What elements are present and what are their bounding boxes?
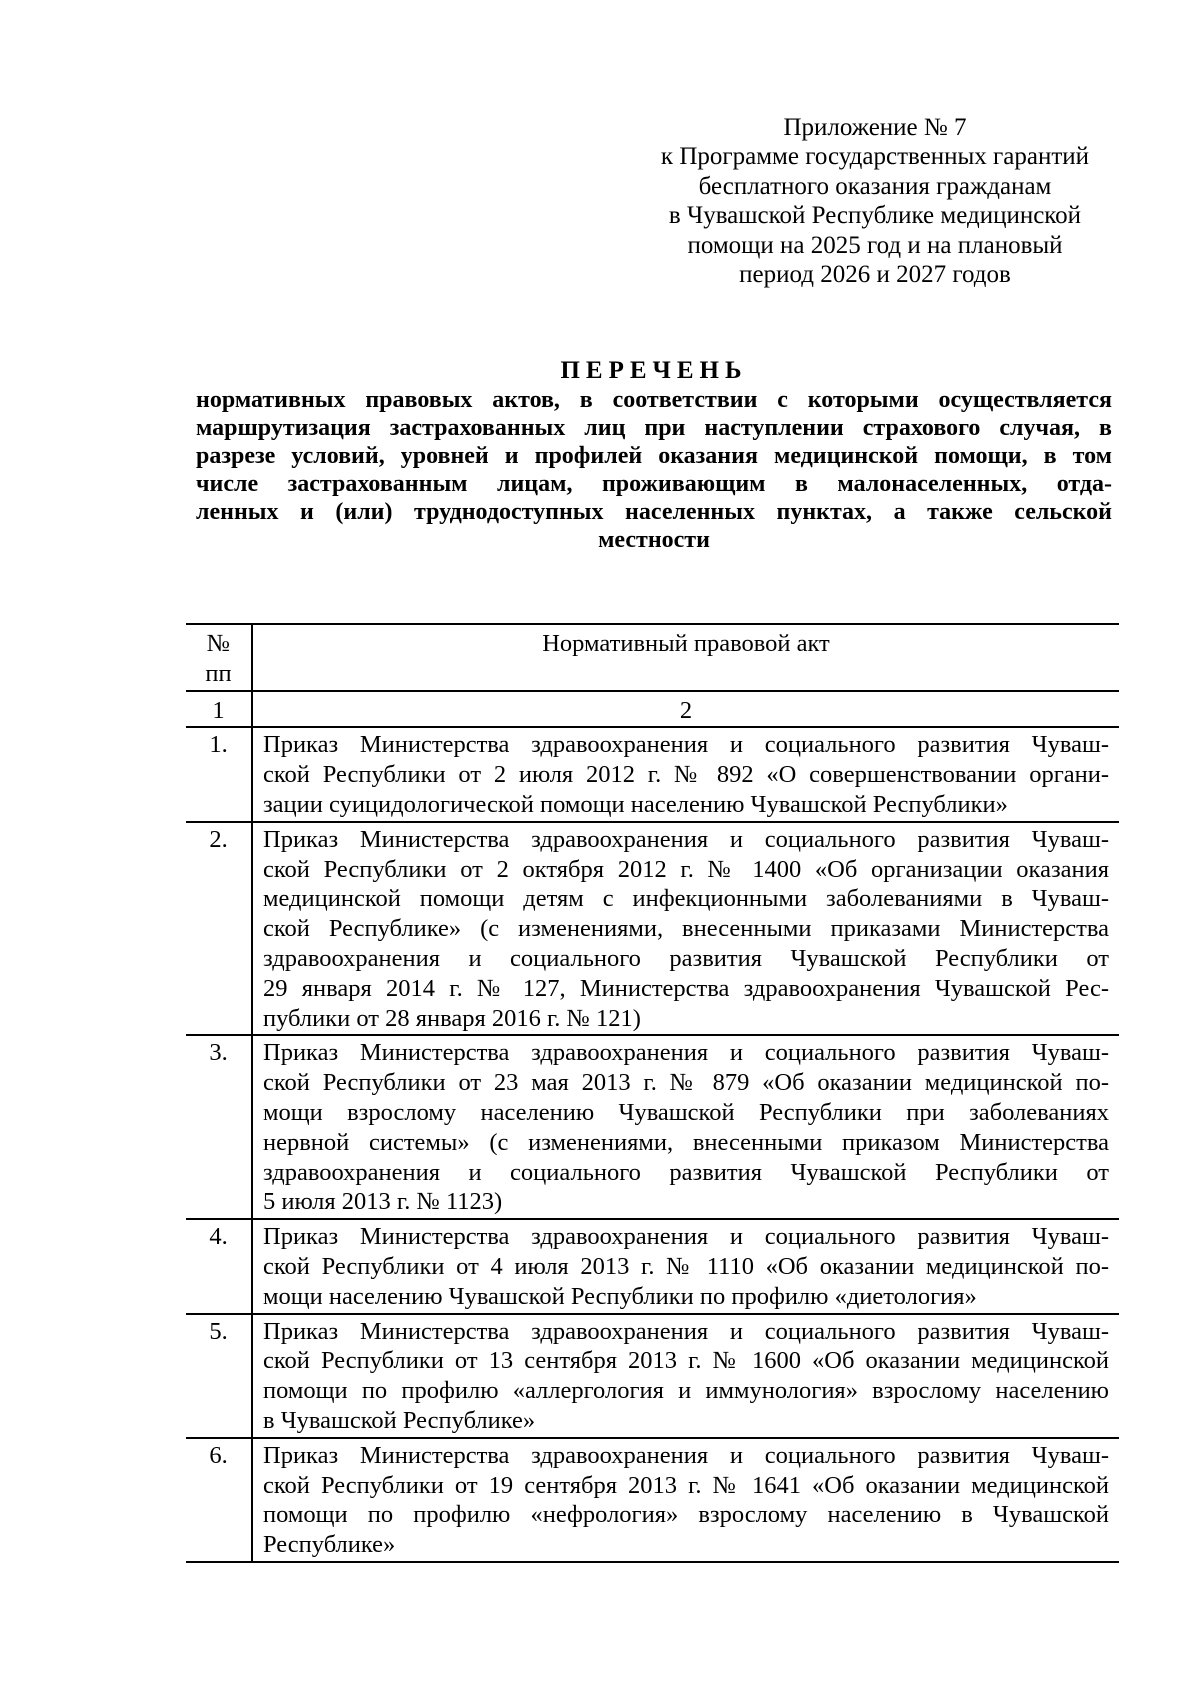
appendix-block — [640, 113, 1110, 289]
act-text-line: мощи населению Чувашской Республики по профилю «диетология» — [263, 1282, 977, 1310]
act-text-line: Приказ Министерства здравоохранения и социального развития Чуваш- — [263, 1441, 1109, 1469]
appendix-line: к Программе государственных гарантий — [660, 143, 1090, 171]
act-text-line: Приказ Министерства здравоохранения и социального развития Чуваш- — [263, 1223, 1109, 1251]
document-subtitle — [196, 386, 1112, 554]
act-text-line: ской Республики от 23 мая 2013 г. № 879 «Об оказании медицинской по- — [263, 1069, 1109, 1097]
act-text-line: Республике» — [263, 1531, 396, 1559]
row-number: 4. — [186, 1219, 252, 1313]
act-text-line: нервной системы» (с изменениями, внесенными приказом Министерства — [263, 1128, 1109, 1156]
row-number: 5. — [186, 1314, 252, 1438]
table-row — [186, 822, 1119, 1036]
subtitle-line: разрезе условий, уровней и профилей оказания медицинской помощи, в том — [196, 443, 1112, 469]
subtitle-line: местности — [598, 527, 710, 553]
row-act-text — [252, 1219, 1119, 1313]
document-title: ПЕРЕЧЕНЬ — [560, 357, 748, 384]
row-act-text — [252, 822, 1119, 1036]
colnum-2: 2 — [252, 691, 1119, 728]
act-text-line: в Чувашской Республике» — [263, 1406, 536, 1434]
act-text-line: 5 июля 2013 г. № 1123) — [263, 1188, 503, 1216]
act-text-line: Приказ Министерства здравоохранения и социального развития Чуваш- — [263, 1317, 1109, 1345]
act-text-line: ской Республики от 2 октября 2012 г. № 1400 «Об организации оказания — [263, 855, 1109, 883]
subtitle-line: числе застрахованным лицам, проживающим в малонаселенных, отда- — [196, 471, 1112, 497]
act-text-line: мощи взрослому населению Чувашской Республики при заболеваниях — [263, 1098, 1109, 1126]
row-number: 3. — [186, 1035, 252, 1219]
table-row — [186, 1314, 1119, 1438]
acts-table-body — [186, 727, 1119, 1562]
act-text-line: помощи по профилю «аллергология и иммунология» взрослому населению — [263, 1377, 1109, 1405]
act-text-line: ской Республике» (с изменениями, внесенными приказами Министерства — [263, 915, 1109, 943]
act-text-line: ской Республики от 13 сентября 2013 г. № 1600 «Об оказании медицинской — [263, 1347, 1109, 1375]
row-number: 6. — [186, 1438, 252, 1562]
subtitle-line: маршрутизация застрахованных лиц при наступлении страхового случая, в — [196, 415, 1112, 441]
appendix-line: Приложение № 7 — [783, 114, 967, 141]
row-number: 1. — [186, 727, 252, 821]
act-text-line: ской Республики от 19 сентября 2013 г. № 1641 «Об оказании медицинской — [263, 1471, 1109, 1499]
act-text-line: 29 января 2014 г. № 127, Министерства здравоохранения Чувашской Рес- — [263, 974, 1109, 1002]
colnum-1: 1 — [186, 691, 252, 728]
table-row — [186, 727, 1119, 821]
act-text-line: Приказ Министерства здравоохранения и социального развития Чуваш- — [263, 731, 1109, 759]
header-num-symbol: № — [206, 630, 231, 657]
row-number: 2. — [186, 822, 252, 1036]
acts-table — [186, 623, 1119, 1563]
table-row — [186, 1035, 1119, 1219]
act-text-line: Приказ Министерства здравоохранения и социального развития Чуваш- — [263, 1039, 1109, 1067]
table-row — [186, 1219, 1119, 1313]
row-act-text — [252, 727, 1119, 821]
row-act-text — [252, 1035, 1119, 1219]
act-text-line: здравоохранения и социального развития Чувашской Республики от — [263, 1158, 1109, 1186]
table-row — [186, 1438, 1119, 1562]
act-text-line: ской Республики от 4 июля 2013 г. № 1110 «Об оказании медицинской по- — [263, 1252, 1109, 1280]
row-act-text — [252, 1314, 1119, 1438]
act-text-line: зации суицидологической помощи населению Чувашской Республики» — [263, 790, 1008, 818]
act-text-line: Приказ Министерства здравоохранения и социального развития Чуваш- — [263, 825, 1109, 853]
header-num-cell — [186, 624, 252, 691]
appendix-line: помощи на 2025 год и на плановый — [687, 231, 1063, 259]
act-text-line: помощи по профилю «нефрология» взрослому населению в Чувашской — [263, 1501, 1109, 1529]
appendix-line: период 2026 и 2027 годов — [739, 261, 1011, 289]
appendix-line: бесплатного оказания гражданам — [698, 172, 1052, 200]
act-text-line: здравоохранения и социального развития Чувашской Республики от — [263, 944, 1109, 972]
subtitle-line: ленных и (или) труднодоступных населенных пунктах, а также сельской — [196, 499, 1112, 525]
column-number-row — [186, 691, 1119, 728]
table-header-row — [186, 624, 1119, 691]
row-act-text — [252, 1438, 1119, 1562]
header-act-cell: Нормативный правовой акт — [252, 624, 1119, 691]
appendix-line: в Чувашской Республике медицинской — [668, 202, 1082, 230]
act-text-line: публики от 28 января 2016 г. № 121) — [263, 1004, 641, 1032]
act-text-line: ской Республики от 2 июля 2012 г. № 892 «О совершенствовании органи- — [263, 761, 1109, 789]
act-text-line: медицинской помощи детям с инфекционными заболеваниями в Чуваш- — [263, 885, 1109, 913]
header-num-abbr: пп — [205, 659, 232, 687]
subtitle-line: нормативных правовых актов, в соответствии с которыми осуществляется — [196, 387, 1112, 413]
